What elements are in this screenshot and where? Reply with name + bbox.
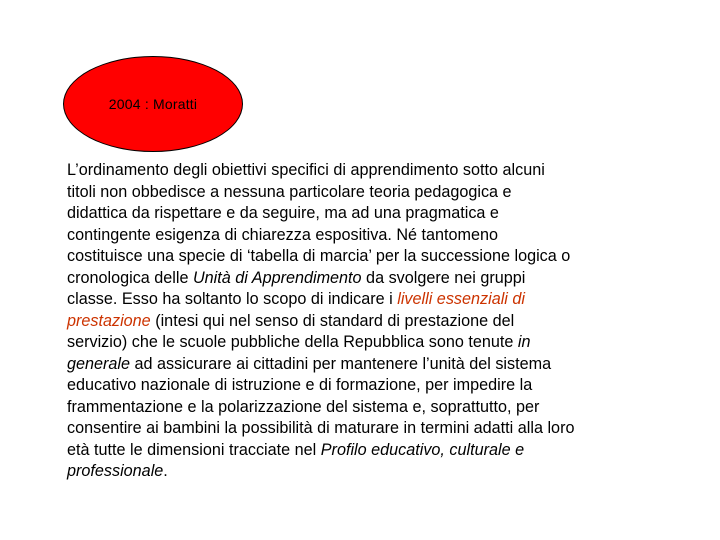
- paragraph-line: contingente esigenza di chiarezza espositiva. Né tantomeno: [67, 225, 499, 244]
- paragraph-line: frammentazione e la polarizzazione del sistema e, soprattutto, per: [67, 397, 540, 416]
- paragraph-line: [67, 268, 645, 290]
- title-ellipse: [63, 56, 243, 152]
- paragraph-line: [67, 332, 645, 354]
- text-run: da svolgere nei gruppi: [361, 268, 526, 287]
- text-run: ad assicurare ai cittadini per mantenere l’unità del sistema: [130, 354, 552, 373]
- italic-term-professionale: professionale: [67, 462, 164, 480]
- italic-term-unita: Unità di Apprendimento: [192, 268, 362, 287]
- text-run: servizio) che le scuole pubbliche della Repubblica sono tenute: [67, 333, 518, 351]
- italic-term-in: in: [517, 333, 531, 351]
- paragraph-line: didattica da rispettare e da seguire, ma ad una pragmatica e: [67, 204, 499, 222]
- text-run: (intesi qui nel senso di standard di prestazione del: [150, 311, 515, 330]
- italic-term-profilo: Profilo educativo, culturale e: [320, 440, 525, 459]
- paragraph-line: titoli non obbedisce a nessuna particolare teoria pedagogica e: [67, 182, 512, 201]
- body-paragraph: [67, 160, 645, 483]
- text-run: .: [163, 462, 168, 480]
- slide-title: 2004 : Moratti: [108, 96, 198, 112]
- text-run: età tutte le dimensioni tracciate nel: [67, 440, 321, 459]
- paragraph-line: educativo nazionale di istruzione e di formazione, per impedire la: [67, 376, 533, 394]
- text-run: cronologica delle: [67, 268, 193, 287]
- paragraph-line: L’ordinamento degli obiettivi specifici di apprendimento sotto alcuni: [67, 161, 545, 179]
- paragraph-line: consentire ai bambini la possibilità di maturare in termini adatti alla loro: [67, 419, 575, 437]
- italic-term-generale: generale: [67, 354, 131, 373]
- paragraph-line: [67, 440, 645, 462]
- text-run: classe. Esso ha soltanto lo scopo di indicare i: [67, 290, 398, 308]
- paragraph-line: [67, 289, 645, 311]
- highlight-livelli-essenziali: livelli essenziali di: [397, 290, 525, 308]
- highlight-prestazione: prestazione: [67, 311, 151, 330]
- paragraph-line: costituisce una specie di ‘tabella di marcia’ per la successione logica o: [67, 247, 571, 265]
- paragraph-line: [67, 354, 645, 376]
- paragraph-line: [67, 461, 645, 483]
- paragraph-line: [67, 311, 645, 333]
